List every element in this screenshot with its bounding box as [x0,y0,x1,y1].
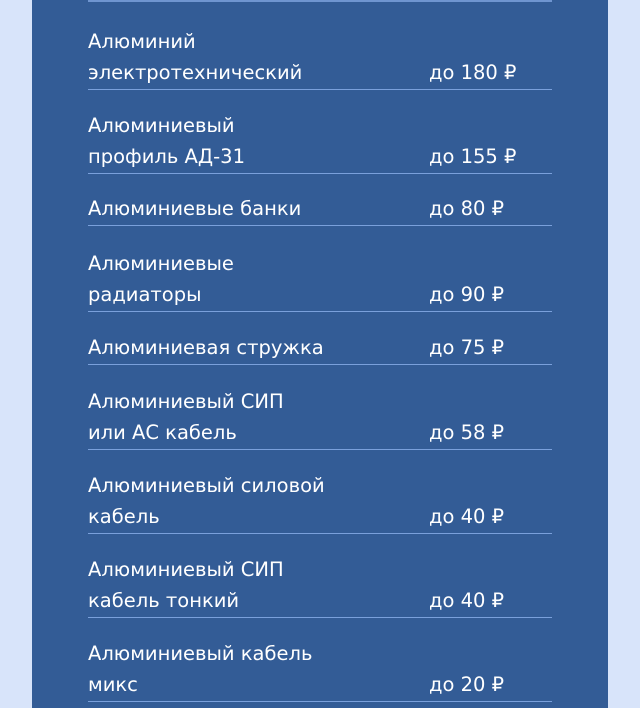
material-name: Алюминиевые банки [88,197,302,220]
price-row [88,386,552,450]
material-price: до 90 ₽ [429,283,505,306]
price-row [88,193,552,226]
material-price: до 80 ₽ [429,197,505,220]
material-name: Алюминиевый профиль АД-31 [88,114,245,168]
material-name: Алюминиевый СИП или АС кабель [88,390,284,444]
price-row [88,26,552,90]
material-price: до 58 ₽ [429,421,505,444]
material-price: до 40 ₽ [429,505,505,528]
material-price: до 155 ₽ [429,145,517,168]
top-divider [88,0,552,2]
material-name: Алюминий электротехнический [88,30,303,84]
material-price: до 40 ₽ [429,589,505,612]
price-row [88,554,552,618]
price-row [88,332,552,365]
price-row [88,470,552,534]
price-list-panel [32,0,608,708]
price-row [88,110,552,174]
material-name: Алюминиевый СИП кабель тонкий [88,558,284,612]
material-name: Алюминиевый силовой кабель [88,474,325,528]
material-name: Алюминиевая стружка [88,336,324,359]
material-price: до 20 ₽ [429,673,505,696]
material-name: Алюминиевый кабель микс [88,642,313,696]
material-price: до 75 ₽ [429,336,505,359]
material-price: до 180 ₽ [429,61,517,84]
price-row [88,638,552,702]
material-name: Алюминиевые радиаторы [88,252,234,306]
price-row [88,248,552,312]
